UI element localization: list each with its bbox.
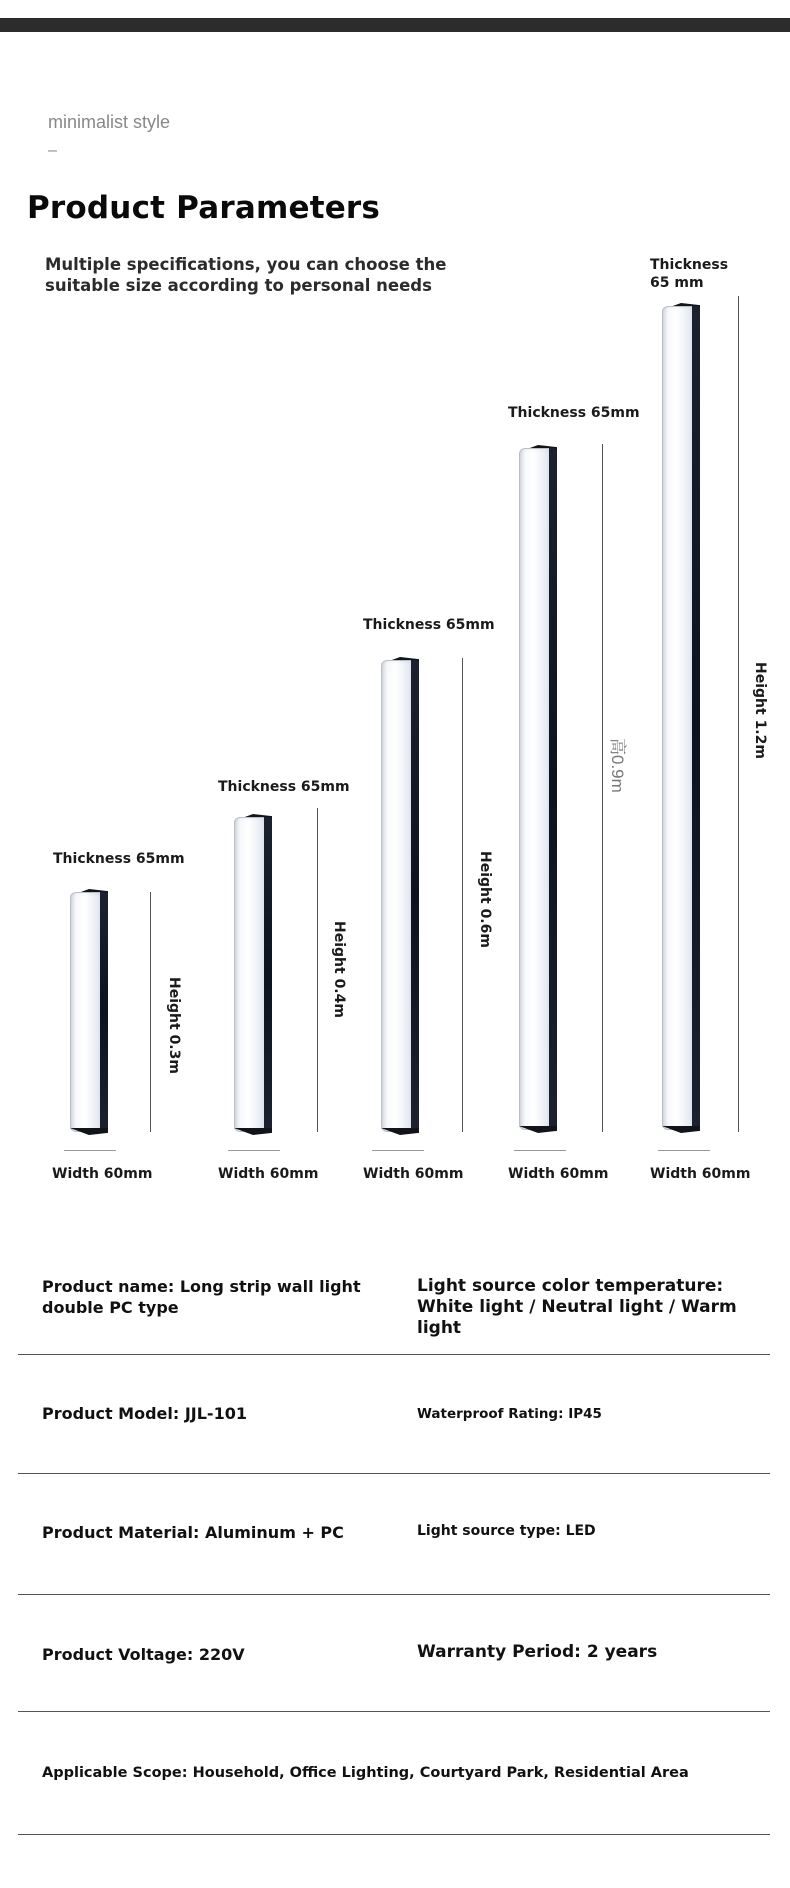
lamp-5-height-line — [738, 296, 739, 1132]
spec-product-model: Product Model: JJL-101 — [42, 1404, 247, 1423]
lamp-5-height-label: Height 1.2m — [752, 662, 768, 759]
spec-product-material: Product Material: Aluminum + PC — [42, 1523, 344, 1542]
lamp-1-thickness-label: Thickness 65mm — [53, 851, 185, 867]
lamp-4-width-label: Width 60mm — [508, 1166, 609, 1182]
spec-product-name: Product name: Long strip wall light double PC type — [42, 1277, 361, 1317]
page-title: Product Parameters — [27, 190, 381, 226]
spec-product-voltage: Product Voltage: 220V — [42, 1645, 245, 1664]
lamp-4-width-line — [514, 1150, 566, 1151]
lamp-1-image — [70, 892, 108, 1132]
lamp-1-height-label: Height 0.3m — [166, 977, 182, 1074]
lamp-2-width-label: Width 60mm — [218, 1166, 319, 1182]
spec-color-temperature: Light source color temperature: White light / Neutral light / Warm light — [417, 1276, 737, 1338]
lamp-4-height-label: 高0.9m — [608, 738, 627, 793]
lamp-2-image — [234, 817, 272, 1132]
spec-light-source-type: Light source type: LED — [417, 1523, 596, 1539]
lamp-3-image — [381, 660, 419, 1132]
spec-warranty-period: Warranty Period: 2 years — [417, 1642, 658, 1662]
spec-row-name — [18, 1260, 770, 1355]
lamp-5-thickness-label: Thickness 65 mm — [650, 257, 729, 291]
spec-row-voltage — [18, 1594, 770, 1712]
lamp-2-height-line — [317, 808, 318, 1132]
lamp-1-width-line — [64, 1150, 116, 1151]
lamp-4-height-line — [602, 444, 603, 1132]
spec-row-model — [18, 1354, 770, 1474]
tagline: minimalist style — [48, 112, 171, 132]
lamp-5-width-label: Width 60mm — [650, 1166, 751, 1182]
lamp-2-width-line — [228, 1150, 280, 1151]
tagline-dash: – — [48, 142, 57, 159]
intro-text: Multiple specifications, you can choose the suitable size according to personal needs — [45, 255, 447, 295]
lamp-4-image — [519, 448, 557, 1130]
lamp-3-width-label: Width 60mm — [363, 1166, 464, 1182]
spec-waterproof-rating: Waterproof Rating: IP45 — [417, 1406, 602, 1422]
lamp-1-height-line — [150, 892, 151, 1132]
lamp-3-height-line — [462, 658, 463, 1132]
lamp-5-image — [662, 306, 700, 1130]
lamp-3-width-line — [372, 1150, 424, 1151]
spec-row-material — [18, 1473, 770, 1595]
lamp-3-thickness-label: Thickness 65mm — [363, 617, 495, 633]
lamp-3-height-label: Height 0.6m — [477, 851, 493, 948]
spec-applicable-scope: Applicable Scope: Household, Office Lighting, Courtyard Park, Residential Area — [42, 1765, 689, 1781]
lamp-2-height-label: Height 0.4m — [331, 921, 347, 1018]
lamp-4-thickness-label: Thickness 65mm — [508, 405, 640, 421]
spec-row-scope — [18, 1711, 770, 1835]
lamp-1-width-label: Width 60mm — [52, 1166, 153, 1182]
lamp-5-width-line — [658, 1150, 710, 1151]
lamp-2-thickness-label: Thickness 65mm — [218, 779, 350, 795]
